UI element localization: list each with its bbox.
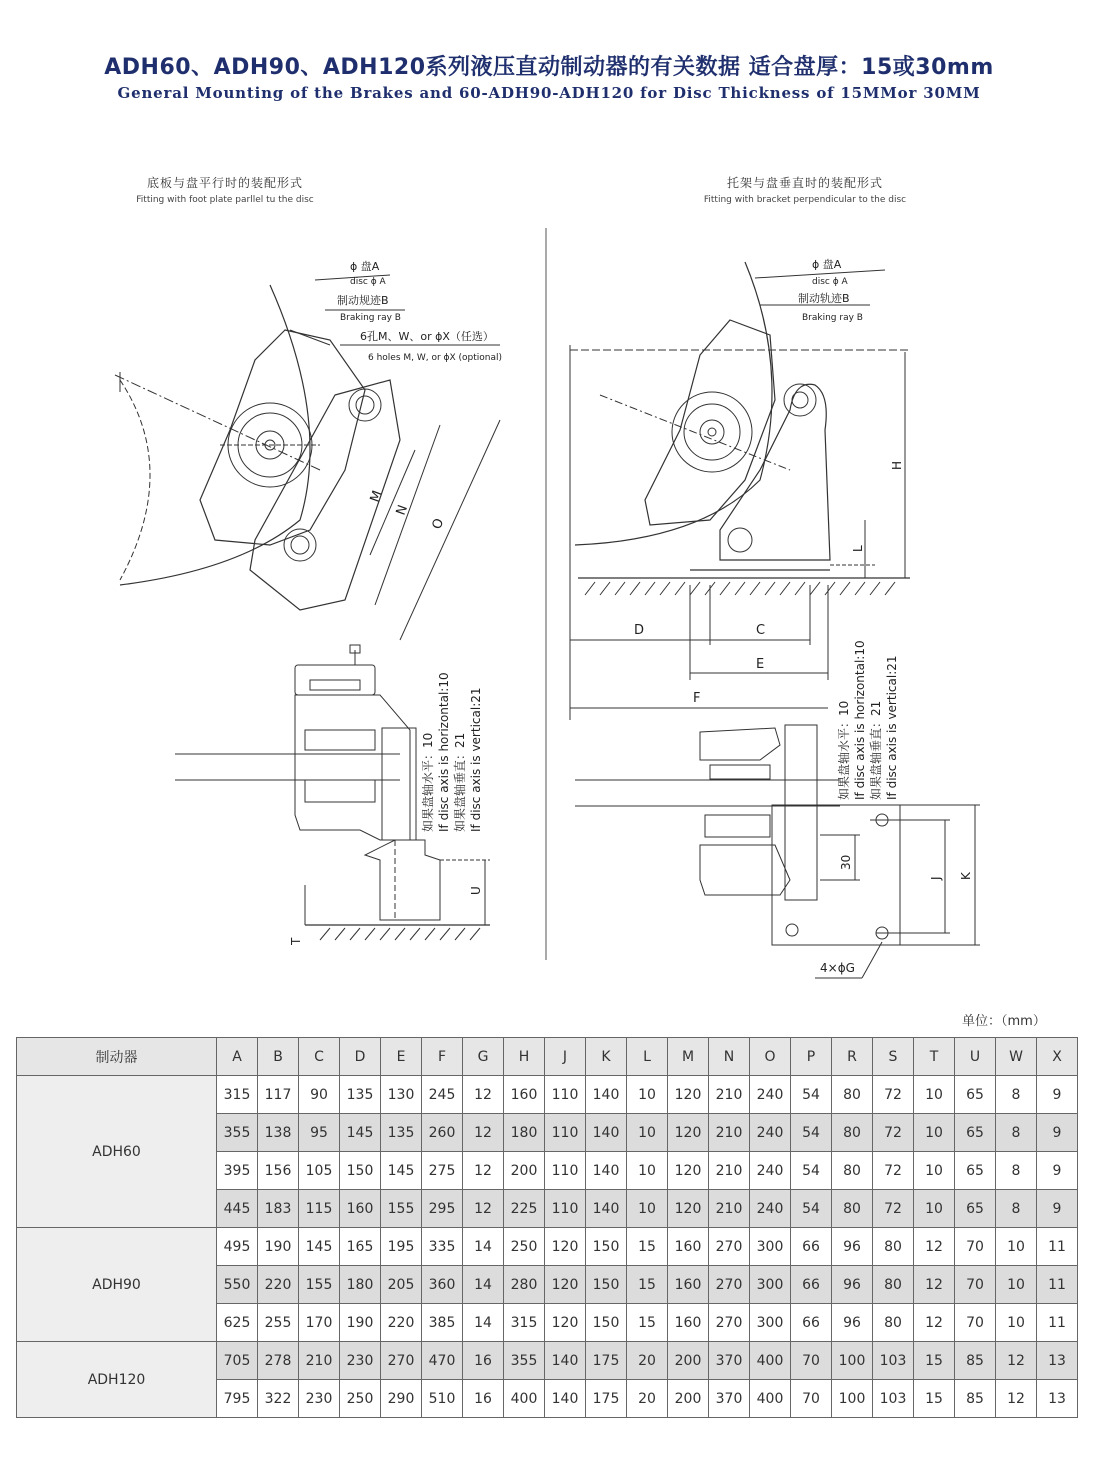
right-axis-note-cn-1: 如果盘轴水平：10 <box>837 700 851 800</box>
header-col-G: G <box>463 1038 504 1076</box>
value-cell: 255 <box>258 1304 299 1342</box>
value-cell: 54 <box>791 1076 832 1114</box>
value-cell: 16 <box>463 1342 504 1380</box>
value-cell: 160 <box>668 1304 709 1342</box>
value-cell: 65 <box>955 1190 996 1228</box>
right-axis-note-cn-2: 如果盘轴垂直：21 <box>869 700 883 800</box>
value-cell: 66 <box>791 1266 832 1304</box>
value-cell: 210 <box>709 1152 750 1190</box>
right-ray-label-en: Braking ray B <box>802 313 863 323</box>
holes-G-label: 4×ϕG <box>820 961 855 975</box>
value-cell: 145 <box>340 1114 381 1152</box>
page-title: ADH60、ADH90、ADH120系列液压直动制动器的有关数据 适合盘厚：15或30mm <box>104 55 994 80</box>
value-cell: 11 <box>1037 1228 1078 1266</box>
value-cell: 9 <box>1037 1114 1078 1152</box>
header-col-O: O <box>750 1038 791 1076</box>
value-cell: 110 <box>545 1190 586 1228</box>
value-cell: 120 <box>545 1266 586 1304</box>
value-cell: 15 <box>914 1342 955 1380</box>
dim-M: M <box>367 488 386 505</box>
value-cell: 120 <box>668 1190 709 1228</box>
value-cell: 9 <box>1037 1152 1078 1190</box>
value-cell: 495 <box>217 1228 258 1266</box>
header-col-S: S <box>873 1038 914 1076</box>
left-caption-en: Fitting with foot plate parllel tu the disc <box>136 195 314 205</box>
value-cell: 8 <box>996 1152 1037 1190</box>
left-bottom-view <box>175 645 490 946</box>
value-cell: 10 <box>627 1152 668 1190</box>
value-cell: 195 <box>381 1228 422 1266</box>
value-cell: 15 <box>627 1266 668 1304</box>
right-ray-label-cn: 制动轨迹B <box>798 292 850 305</box>
value-cell: 370 <box>709 1342 750 1380</box>
value-cell: 160 <box>340 1190 381 1228</box>
right-bottom-view <box>575 640 980 978</box>
header-col-J: J <box>545 1038 586 1076</box>
header-col-B: B <box>258 1038 299 1076</box>
value-cell: 315 <box>504 1304 545 1342</box>
value-cell: 10 <box>914 1114 955 1152</box>
value-cell: 315 <box>217 1076 258 1114</box>
value-cell: 120 <box>545 1304 586 1342</box>
value-cell: 200 <box>668 1342 709 1380</box>
value-cell: 54 <box>791 1190 832 1228</box>
value-cell: 13 <box>1037 1342 1078 1380</box>
table-row <box>17 1342 1078 1380</box>
value-cell: 240 <box>750 1114 791 1152</box>
value-cell: 510 <box>422 1380 463 1418</box>
value-cell: 80 <box>832 1114 873 1152</box>
value-cell: 80 <box>873 1228 914 1266</box>
header-col-M: M <box>668 1038 709 1076</box>
value-cell: 11 <box>1037 1266 1078 1304</box>
value-cell: 12 <box>463 1190 504 1228</box>
right-caption-en: Fitting with bracket perpendicular to the disc <box>703 195 907 205</box>
value-cell: 12 <box>463 1152 504 1190</box>
value-cell: 15 <box>627 1304 668 1342</box>
value-cell: 15 <box>914 1380 955 1418</box>
value-cell: 175 <box>586 1342 627 1380</box>
value-cell: 80 <box>832 1076 873 1114</box>
value-cell: 15 <box>627 1228 668 1266</box>
value-cell: 90 <box>299 1076 340 1114</box>
value-cell: 160 <box>668 1228 709 1266</box>
value-cell: 150 <box>586 1304 627 1342</box>
value-cell: 80 <box>873 1304 914 1342</box>
value-cell: 270 <box>709 1228 750 1266</box>
value-cell: 190 <box>258 1228 299 1266</box>
value-cell: 10 <box>627 1190 668 1228</box>
value-cell: 65 <box>955 1152 996 1190</box>
table-row <box>17 1076 1078 1114</box>
value-cell: 160 <box>504 1076 545 1114</box>
value-cell: 470 <box>422 1342 463 1380</box>
value-cell: 300 <box>750 1266 791 1304</box>
value-cell: 225 <box>504 1190 545 1228</box>
value-cell: 355 <box>504 1342 545 1380</box>
table-header-row <box>17 1038 1078 1076</box>
dim-K: K <box>959 872 973 880</box>
value-cell: 180 <box>504 1114 545 1152</box>
left-holes-label-en: 6 holes M, W, or ϕX (optional) <box>368 353 503 363</box>
value-cell: 103 <box>873 1380 914 1418</box>
value-cell: 140 <box>586 1114 627 1152</box>
value-cell: 70 <box>791 1342 832 1380</box>
model-cell: ADH90 <box>17 1228 217 1342</box>
dim-O: O <box>429 516 448 532</box>
right-axis-note-en-1: If disc axis is horizontal:10 <box>853 640 867 800</box>
value-cell: 270 <box>709 1266 750 1304</box>
value-cell: 400 <box>504 1380 545 1418</box>
value-cell: 20 <box>627 1342 668 1380</box>
value-cell: 72 <box>873 1152 914 1190</box>
value-cell: 165 <box>340 1228 381 1266</box>
value-cell: 12 <box>914 1228 955 1266</box>
value-cell: 240 <box>750 1076 791 1114</box>
left-axis-note-cn-1: 如果盘轴水平：10 <box>421 732 435 832</box>
value-cell: 250 <box>340 1380 381 1418</box>
header-col-A: A <box>217 1038 258 1076</box>
value-cell: 278 <box>258 1342 299 1380</box>
value-cell: 72 <box>873 1190 914 1228</box>
spec-table <box>16 1037 1078 1418</box>
header-col-X: X <box>1037 1038 1078 1076</box>
left-disc-label-cn: ϕ 盘A <box>350 260 380 273</box>
value-cell: 280 <box>504 1266 545 1304</box>
header-col-R: R <box>832 1038 873 1076</box>
header-col-P: P <box>791 1038 832 1076</box>
value-cell: 72 <box>873 1076 914 1114</box>
value-cell: 220 <box>381 1304 422 1342</box>
value-cell: 370 <box>709 1380 750 1418</box>
value-cell: 16 <box>463 1380 504 1418</box>
value-cell: 110 <box>545 1114 586 1152</box>
value-cell: 210 <box>299 1342 340 1380</box>
model-cell: ADH60 <box>17 1076 217 1228</box>
value-cell: 200 <box>668 1380 709 1418</box>
value-cell: 14 <box>463 1304 504 1342</box>
left-caption-cn: 底板与盘平行时的装配形式 <box>146 176 303 190</box>
value-cell: 240 <box>750 1190 791 1228</box>
value-cell: 140 <box>545 1380 586 1418</box>
value-cell: 145 <box>299 1228 340 1266</box>
right-disc-label-en: disc ϕ A <box>812 277 848 287</box>
dim-L: L <box>851 545 865 552</box>
left-disc-label-en: disc ϕ A <box>350 277 386 287</box>
value-cell: 140 <box>586 1076 627 1114</box>
value-cell: 10 <box>914 1152 955 1190</box>
value-cell: 445 <box>217 1190 258 1228</box>
dim-C: C <box>756 623 766 638</box>
value-cell: 10 <box>914 1190 955 1228</box>
value-cell: 70 <box>955 1266 996 1304</box>
value-cell: 210 <box>709 1190 750 1228</box>
value-cell: 66 <box>791 1304 832 1342</box>
value-cell: 175 <box>586 1380 627 1418</box>
left-ray-label-cn: 制动规迹B <box>337 294 389 307</box>
value-cell: 240 <box>750 1152 791 1190</box>
value-cell: 210 <box>709 1076 750 1114</box>
value-cell: 12 <box>996 1380 1037 1418</box>
value-cell: 155 <box>299 1266 340 1304</box>
dim-N: N <box>393 503 412 518</box>
value-cell: 14 <box>463 1228 504 1266</box>
right-axis-note-en-2: If disc axis is vertical:21 <box>885 655 899 800</box>
value-cell: 322 <box>258 1380 299 1418</box>
value-cell: 10 <box>996 1304 1037 1342</box>
value-cell: 140 <box>545 1342 586 1380</box>
right-caption-cn: 托架与盘垂直时的装配形式 <box>726 176 883 190</box>
header-col-U: U <box>955 1038 996 1076</box>
dim-T: T <box>289 937 303 945</box>
value-cell: 150 <box>586 1228 627 1266</box>
model-cell: ADH120 <box>17 1342 217 1418</box>
value-cell: 156 <box>258 1152 299 1190</box>
value-cell: 11 <box>1037 1304 1078 1342</box>
header-col-C: C <box>299 1038 340 1076</box>
dim-U: U <box>469 886 483 895</box>
header-col-F: F <box>422 1038 463 1076</box>
value-cell: 130 <box>381 1076 422 1114</box>
value-cell: 275 <box>422 1152 463 1190</box>
value-cell: 335 <box>422 1228 463 1266</box>
header-col-E: E <box>381 1038 422 1076</box>
value-cell: 9 <box>1037 1190 1078 1228</box>
value-cell: 70 <box>955 1304 996 1342</box>
value-cell: 180 <box>340 1266 381 1304</box>
value-cell: 10 <box>627 1114 668 1152</box>
value-cell: 103 <box>873 1342 914 1380</box>
value-cell: 70 <box>791 1380 832 1418</box>
value-cell: 85 <box>955 1380 996 1418</box>
value-cell: 210 <box>709 1114 750 1152</box>
value-cell: 155 <box>381 1190 422 1228</box>
value-cell: 145 <box>381 1152 422 1190</box>
value-cell: 110 <box>545 1152 586 1190</box>
value-cell: 12 <box>996 1342 1037 1380</box>
dim-E: E <box>756 657 765 672</box>
value-cell: 80 <box>873 1266 914 1304</box>
value-cell: 105 <box>299 1152 340 1190</box>
left-holes-label-cn: 6孔M、W、or ϕX（任选） <box>360 330 494 343</box>
value-cell: 14 <box>463 1266 504 1304</box>
value-cell: 96 <box>832 1304 873 1342</box>
value-cell: 10 <box>996 1228 1037 1266</box>
value-cell: 66 <box>791 1228 832 1266</box>
value-cell: 190 <box>340 1304 381 1342</box>
value-cell: 120 <box>668 1152 709 1190</box>
value-cell: 160 <box>668 1266 709 1304</box>
value-cell: 12 <box>914 1304 955 1342</box>
value-cell: 10 <box>914 1076 955 1114</box>
value-cell: 70 <box>955 1228 996 1266</box>
value-cell: 13 <box>1037 1380 1078 1418</box>
value-cell: 230 <box>299 1380 340 1418</box>
value-cell: 95 <box>299 1114 340 1152</box>
value-cell: 100 <box>832 1380 873 1418</box>
dim-F: F <box>693 691 701 706</box>
value-cell: 80 <box>832 1190 873 1228</box>
value-cell: 395 <box>217 1152 258 1190</box>
value-cell: 54 <box>791 1152 832 1190</box>
value-cell: 135 <box>381 1114 422 1152</box>
value-cell: 260 <box>422 1114 463 1152</box>
right-disc-label-cn: ϕ 盘A <box>812 258 842 271</box>
header-col-T: T <box>914 1038 955 1076</box>
value-cell: 230 <box>340 1342 381 1380</box>
value-cell: 80 <box>832 1152 873 1190</box>
value-cell: 295 <box>422 1190 463 1228</box>
value-cell: 400 <box>750 1380 791 1418</box>
left-axis-note-en-2: If disc axis is vertical:21 <box>469 687 483 832</box>
value-cell: 140 <box>586 1152 627 1190</box>
value-cell: 170 <box>299 1304 340 1342</box>
value-cell: 270 <box>381 1342 422 1380</box>
header-col-L: L <box>627 1038 668 1076</box>
value-cell: 110 <box>545 1076 586 1114</box>
header-col-N: N <box>709 1038 750 1076</box>
value-cell: 10 <box>996 1266 1037 1304</box>
header-col-D: D <box>340 1038 381 1076</box>
left-axis-note-cn-2: 如果盘轴垂直：21 <box>453 732 467 832</box>
page-subtitle: General Mounting of the Brakes and 60-ADH90-ADH120 for Disc Thickness of 15MMor 30MM <box>117 84 981 102</box>
value-cell: 8 <box>996 1076 1037 1114</box>
value-cell: 65 <box>955 1114 996 1152</box>
value-cell: 100 <box>832 1342 873 1380</box>
value-cell: 625 <box>217 1304 258 1342</box>
value-cell: 72 <box>873 1114 914 1152</box>
left-top-view <box>115 259 502 640</box>
value-cell: 150 <box>340 1152 381 1190</box>
value-cell: 220 <box>258 1266 299 1304</box>
value-cell: 12 <box>914 1266 955 1304</box>
value-cell: 12 <box>463 1076 504 1114</box>
value-cell: 140 <box>586 1190 627 1228</box>
dim-30: 30 <box>839 854 853 870</box>
value-cell: 705 <box>217 1342 258 1380</box>
dim-D: D <box>634 623 645 638</box>
value-cell: 120 <box>545 1228 586 1266</box>
header-col-H: H <box>504 1038 545 1076</box>
value-cell: 550 <box>217 1266 258 1304</box>
value-cell: 355 <box>217 1114 258 1152</box>
value-cell: 360 <box>422 1266 463 1304</box>
value-cell: 65 <box>955 1076 996 1114</box>
value-cell: 10 <box>627 1076 668 1114</box>
value-cell: 290 <box>381 1380 422 1418</box>
value-cell: 138 <box>258 1114 299 1152</box>
value-cell: 150 <box>586 1266 627 1304</box>
value-cell: 85 <box>955 1342 996 1380</box>
value-cell: 8 <box>996 1190 1037 1228</box>
left-axis-note-en-1: If disc axis is horizontal:10 <box>437 672 451 832</box>
value-cell: 9 <box>1037 1076 1078 1114</box>
value-cell: 96 <box>832 1266 873 1304</box>
value-cell: 135 <box>340 1076 381 1114</box>
value-cell: 200 <box>504 1152 545 1190</box>
value-cell: 54 <box>791 1114 832 1152</box>
value-cell: 300 <box>750 1304 791 1342</box>
value-cell: 115 <box>299 1190 340 1228</box>
dim-J: J <box>929 876 943 880</box>
header-col-K: K <box>586 1038 627 1076</box>
unit-label: 单位：（mm） <box>962 1014 1046 1029</box>
value-cell: 205 <box>381 1266 422 1304</box>
value-cell: 250 <box>504 1228 545 1266</box>
value-cell: 20 <box>627 1380 668 1418</box>
value-cell: 120 <box>668 1114 709 1152</box>
left-ray-label-en: Braking ray B <box>340 313 401 323</box>
value-cell: 385 <box>422 1304 463 1342</box>
header-col-W: W <box>996 1038 1037 1076</box>
value-cell: 270 <box>709 1304 750 1342</box>
value-cell: 96 <box>832 1228 873 1266</box>
value-cell: 117 <box>258 1076 299 1114</box>
value-cell: 300 <box>750 1228 791 1266</box>
value-cell: 400 <box>750 1342 791 1380</box>
header-model: 制动器 <box>17 1038 217 1076</box>
dim-H: H <box>890 460 904 470</box>
value-cell: 12 <box>463 1114 504 1152</box>
value-cell: 795 <box>217 1380 258 1418</box>
value-cell: 245 <box>422 1076 463 1114</box>
value-cell: 8 <box>996 1114 1037 1152</box>
value-cell: 183 <box>258 1190 299 1228</box>
table-row <box>17 1228 1078 1266</box>
value-cell: 120 <box>668 1076 709 1114</box>
